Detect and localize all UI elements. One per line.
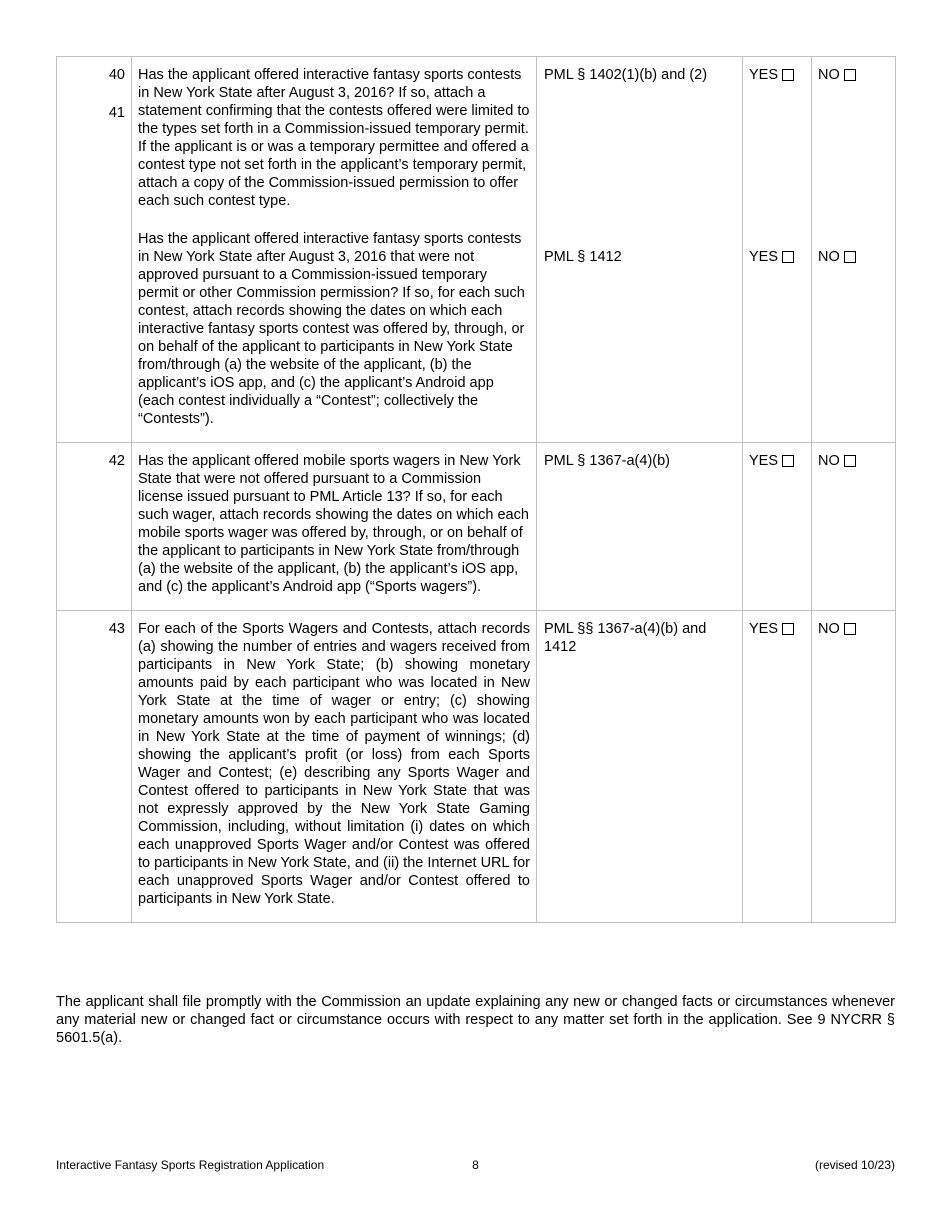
question-text-cell	[132, 57, 537, 443]
question-number: 42	[108, 453, 125, 469]
no-checkbox[interactable]	[844, 623, 856, 635]
question-text: Has the applicant offered mobile sports wagers in New York State that were not offered pursuant to a Commission license issued pursuant to PML Article 13? If so, for each such wager, attach records showing the dates on which each mobile sports wager was offered by, through, or on behalf of the applicant to participants in New York State from/through (a) the website of the applicant, (b) the applicant’s iOS app, and (c) the applicant’s Android app (“Sports wagers”).	[138, 453, 529, 595]
yes-option	[749, 66, 811, 228]
question-row-40-41	[57, 57, 896, 443]
yes-checkbox[interactable]	[782, 69, 794, 81]
question-number: 43	[108, 621, 125, 637]
legal-reference: PML § 1412	[544, 249, 622, 265]
no-option	[818, 66, 895, 228]
question-number: 40	[108, 67, 125, 83]
question-text-cell	[132, 611, 537, 923]
yes-label: YES	[749, 249, 779, 265]
legal-reference: PML § 1402(1)(b) and (2)	[544, 67, 708, 83]
question-number-cell	[57, 443, 132, 611]
legal-reference-cell	[537, 57, 743, 443]
no-cell	[812, 443, 896, 611]
question-text-cell	[132, 443, 537, 611]
no-checkbox[interactable]	[844, 69, 856, 81]
question-row-43	[57, 611, 896, 923]
question-text: Has the applicant offered interactive fantasy sports contests in New York State after August 3, 2016 that were not approved pursuant to a Commission-issued temporary permit or other Commission permission? If so, for each such contest, attach records showing the dates on which each interactive fantasy sports contest was offered by, through, or on behalf of the applicant to participants in New York State from/through (a) the website of the applicant, (b) the applicant’s iOS app, and (c) the applicant’s Android app (each contest individually a “Contest”; collectively the “Contests”).	[138, 231, 525, 427]
no-option	[818, 228, 895, 266]
legal-reference-cell	[537, 611, 743, 923]
question-number: 41	[108, 105, 125, 121]
questions-table	[56, 56, 896, 923]
footer-revision: (revised 10/23)	[814, 1158, 895, 1172]
yes-label: YES	[749, 621, 779, 637]
question-row-42	[57, 443, 896, 611]
no-cell	[812, 611, 896, 923]
yes-label: YES	[749, 453, 779, 469]
question-number-cell	[57, 57, 132, 443]
no-checkbox[interactable]	[844, 455, 856, 467]
yes-checkbox[interactable]	[782, 623, 794, 635]
no-label: NO	[818, 453, 840, 469]
no-label: NO	[818, 249, 840, 265]
yes-cell	[743, 57, 812, 443]
question-text: Has the applicant offered interactive fantasy sports contests in New York State after August 3, 2016? If so, attach a statement confirming that the contests offered were limited to the types set forth in a Commission-issued temporary permit. If the applicant is or was a temporary permittee and offered a contest type not set forth in the applicant’s temporary permit, attach a copy of the Commission-issued permission to offer each such contest type.	[138, 67, 530, 209]
yes-option	[749, 228, 811, 266]
no-label: NO	[818, 621, 840, 637]
yes-checkbox[interactable]	[782, 455, 794, 467]
legal-reference: PML §§ 1367-a(4)(b) and 1412	[544, 621, 707, 655]
yes-cell	[743, 611, 812, 923]
question-text: For each of the Sports Wagers and Contests, attach records (a) showing the number of entries and wagers received from participants in New York State; (b) showing monetary amounts paid by each participant who was located in New York State at the time of wager or entry; (c) showing monetary amounts won by each participant who was located in New York State at the time of payment of winnings; (d) showing the applicant’s profit (or loss) from each Sports Wager and Contest; (e) describing any Sports Wager and Contest offered to participants in New York State that was not expressly approved by the New York State Gaming Commission, including, without limitation (i) dates on which each unapproved Sports Wager and/or Contest was offered to participants in New York State, and (ii) the Internet URL for each unapproved Sports Wager and/or Contest offered to participants in New York State.	[138, 621, 530, 907]
update-obligation-note: The applicant shall file promptly with the Commission an update explaining any new or changed facts or circumstances whenever any material new or changed fact or circumstance occurs with respect to any matter set forth in the application. See 9 NYCRR § 5601.5(a).	[56, 994, 895, 1046]
legal-reference: PML § 1367-a(4)(b)	[544, 453, 670, 469]
legal-reference-cell	[537, 443, 743, 611]
question-number-cell	[57, 611, 132, 923]
no-checkbox[interactable]	[844, 251, 856, 263]
no-cell	[812, 57, 896, 443]
no-label: NO	[818, 67, 840, 83]
yes-checkbox[interactable]	[782, 251, 794, 263]
footer-page-number: 8	[472, 1158, 479, 1172]
footer-title: Interactive Fantasy Sports Registration Application	[56, 1158, 325, 1172]
yes-cell	[743, 443, 812, 611]
yes-label: YES	[749, 67, 779, 83]
